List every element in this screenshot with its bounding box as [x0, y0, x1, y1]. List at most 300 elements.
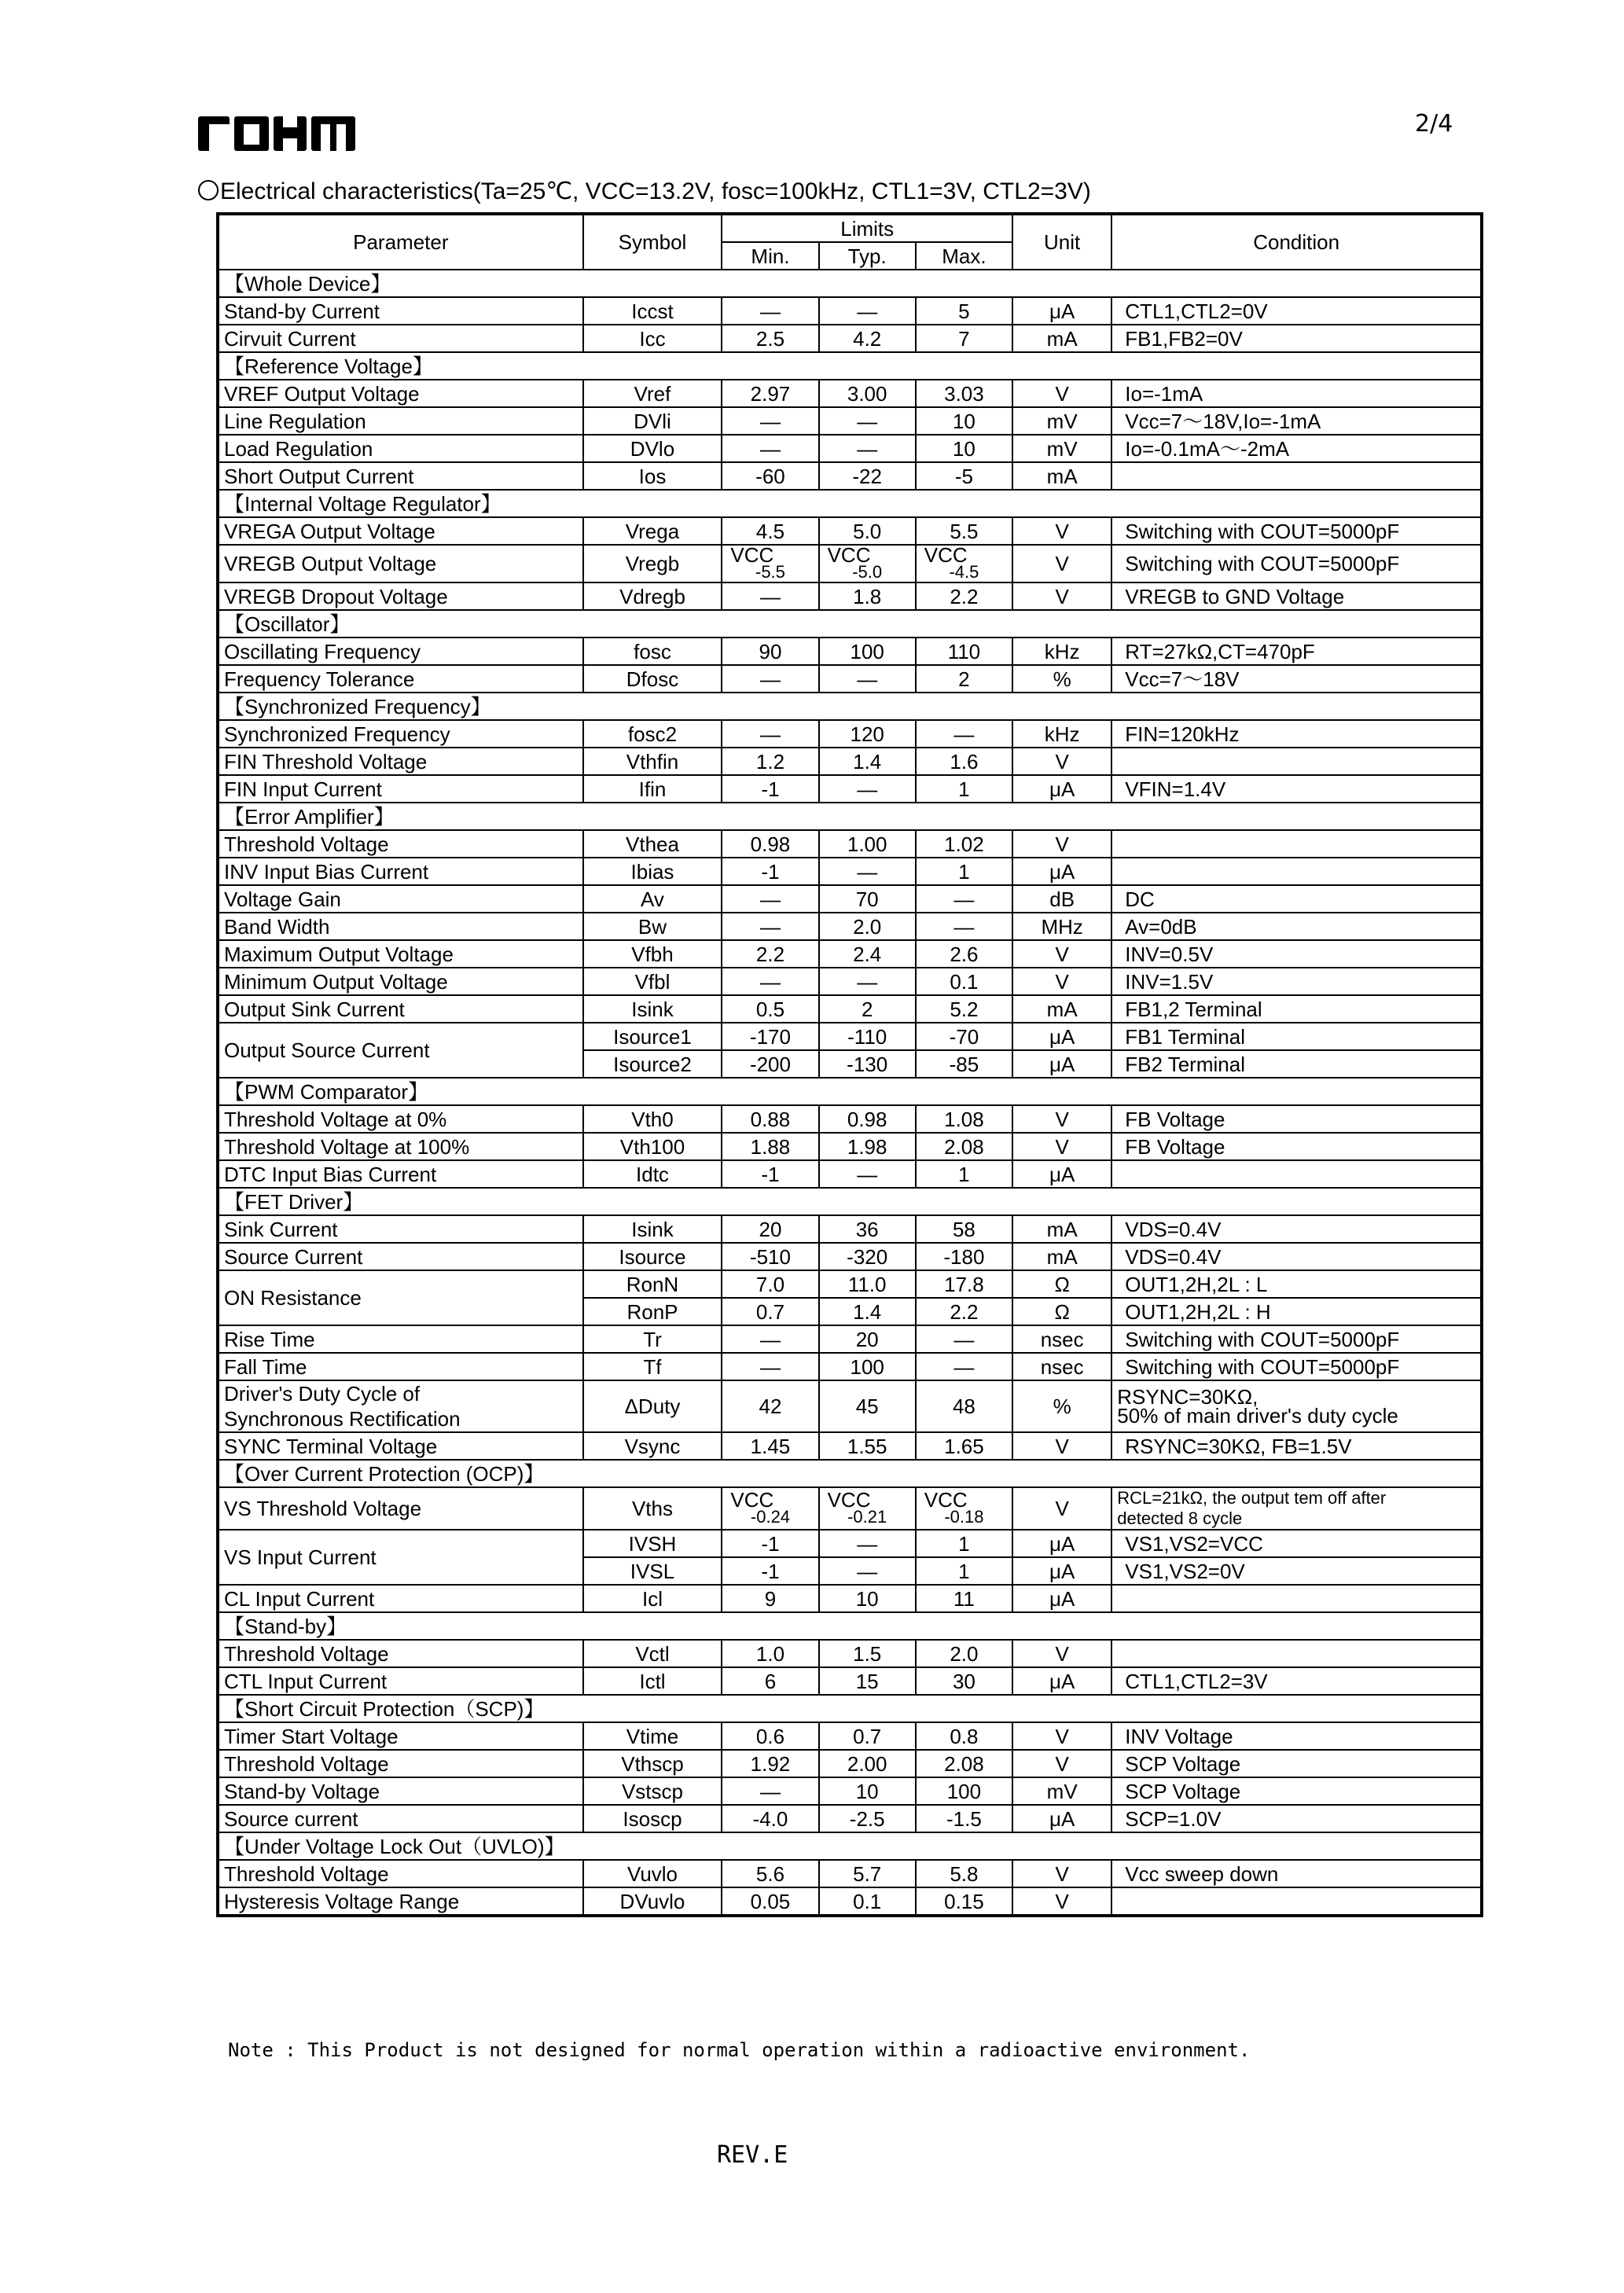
section-row — [218, 1695, 1482, 1722]
symbol-cell: Isource2 — [583, 1050, 722, 1078]
unit-cell: V — [1012, 1887, 1111, 1916]
symbol-cell: Tf — [583, 1353, 722, 1380]
unit-cell: V — [1012, 940, 1111, 968]
param-cell: Oscillating Frequency — [218, 638, 583, 665]
table-row — [218, 380, 1482, 407]
condition-cell — [1111, 858, 1482, 885]
unit-cell: V — [1012, 1487, 1111, 1530]
param-cell: VREGB Output Voltage — [218, 545, 583, 582]
min-cell: -4.0 — [722, 1805, 818, 1832]
condition-cell: Vcc=7～18V — [1111, 665, 1482, 693]
unit-cell: mA — [1012, 1215, 1111, 1243]
unit-cell: μA — [1012, 1023, 1111, 1050]
max-cell: 30 — [916, 1667, 1012, 1695]
condition-cell — [1111, 748, 1482, 775]
unit-cell: μA — [1012, 1557, 1111, 1585]
condition-cell: VS1,VS2=VCC — [1111, 1530, 1482, 1557]
condition-cell: CTL1,CTL2=3V — [1111, 1667, 1482, 1695]
param-cell: Output Sink Current — [218, 995, 583, 1023]
max-cell: 1 — [916, 775, 1012, 803]
table-row — [218, 1722, 1482, 1750]
max-cell: 7 — [916, 325, 1012, 352]
unit-cell: V — [1012, 582, 1111, 610]
section-title: 【Short Circuit Protection（SCP)】 — [218, 1695, 1482, 1722]
condition-cell: OUT1,2H,2L : H — [1111, 1298, 1482, 1325]
table-row — [218, 1353, 1482, 1380]
condition-cell: Switching with COUT=5000pF — [1111, 545, 1482, 582]
typ-cell: 2 — [819, 995, 916, 1023]
max-cell: -85 — [916, 1050, 1012, 1078]
min-cell: 2.97 — [722, 380, 818, 407]
table-row — [218, 1805, 1482, 1832]
symbol-cell: Isink — [583, 1215, 722, 1243]
max-cell: 2.2 — [916, 1298, 1012, 1325]
condition-cell: SCP=1.0V — [1111, 1805, 1482, 1832]
unit-cell: % — [1012, 1380, 1111, 1432]
unit-cell: % — [1012, 665, 1111, 693]
param-cell: FIN Threshold Voltage — [218, 748, 583, 775]
min-cell: -510 — [722, 1243, 818, 1270]
symbol-cell: Vth0 — [583, 1105, 722, 1133]
min-cell: -1 — [722, 775, 818, 803]
symbol-cell: Isource — [583, 1243, 722, 1270]
typ-cell: — — [819, 968, 916, 995]
min-cell — [722, 545, 818, 582]
max-line-2: -4.5 — [949, 562, 979, 582]
section-row — [218, 1832, 1482, 1860]
table-row — [218, 1160, 1482, 1188]
typ-cell: — — [819, 435, 916, 462]
symbol-cell: Ifin — [583, 775, 722, 803]
condition-cell — [1111, 462, 1482, 490]
revision-label: REV.E — [717, 2141, 788, 2169]
unit-cell: V — [1012, 1133, 1111, 1160]
table-row — [218, 1325, 1482, 1353]
unit-cell: V — [1012, 1750, 1111, 1777]
min-cell: — — [722, 582, 818, 610]
param-cell: Line Regulation — [218, 407, 583, 435]
typ-cell: 1.4 — [819, 1298, 916, 1325]
unit-cell: μA — [1012, 1585, 1111, 1612]
section-row — [218, 610, 1482, 638]
condition-line-2: detected 8 cycle — [1117, 1508, 1243, 1528]
typ-cell: 100 — [819, 1353, 916, 1380]
table-row — [218, 1777, 1482, 1805]
max-cell: 1 — [916, 1160, 1012, 1188]
symbol-cell: fosc2 — [583, 720, 722, 748]
symbol-cell: fosc — [583, 638, 722, 665]
symbol-cell: DVlo — [583, 435, 722, 462]
param-cell: Sink Current — [218, 1215, 583, 1243]
section-title: 【Error Amplifier】 — [218, 803, 1482, 830]
param-cell: Voltage Gain — [218, 885, 583, 913]
typ-cell: 5.7 — [819, 1860, 916, 1887]
max-cell: 2.6 — [916, 940, 1012, 968]
header-typ: Typ. — [819, 242, 916, 270]
table-row — [218, 545, 1482, 582]
unit-cell: V — [1012, 748, 1111, 775]
condition-cell: Io=-1mA — [1111, 380, 1482, 407]
min-cell: 2.2 — [722, 940, 818, 968]
max-cell: 10 — [916, 407, 1012, 435]
min-cell: -60 — [722, 462, 818, 490]
table-row — [218, 775, 1482, 803]
min-cell: 7.0 — [722, 1270, 818, 1298]
min-cell: 6 — [722, 1667, 818, 1695]
symbol-cell: Dfosc — [583, 665, 722, 693]
condition-cell: VDS=0.4V — [1111, 1243, 1482, 1270]
max-cell: 0.15 — [916, 1887, 1012, 1916]
typ-line-1: VCC — [827, 545, 871, 567]
typ-cell: 20 — [819, 1325, 916, 1353]
symbol-cell: Vdregb — [583, 582, 722, 610]
condition-cell: SCP Voltage — [1111, 1750, 1482, 1777]
header-max: Max. — [916, 242, 1012, 270]
unit-cell: nsec — [1012, 1325, 1111, 1353]
section-title: 【PWM Comparator】 — [218, 1078, 1482, 1105]
section-title: 【Synchronized Frequency】 — [218, 693, 1482, 720]
electrical-characteristics-table — [216, 212, 1483, 1917]
max-cell — [916, 1487, 1012, 1530]
condition-cell — [1111, 1487, 1482, 1530]
condition-line-1: RCL=21kΩ, the output tem off after — [1117, 1488, 1387, 1508]
max-cell: — — [916, 720, 1012, 748]
unit-cell: Ω — [1012, 1270, 1111, 1298]
typ-cell: 0.7 — [819, 1722, 916, 1750]
typ-cell — [819, 1487, 916, 1530]
section-row — [218, 490, 1482, 517]
table-header-row — [218, 214, 1482, 242]
symbol-cell: Vthfin — [583, 748, 722, 775]
condition-cell: VREGB to GND Voltage — [1111, 582, 1482, 610]
max-cell: 2.08 — [916, 1133, 1012, 1160]
symbol-cell: DVli — [583, 407, 722, 435]
param-cell: Load Regulation — [218, 435, 583, 462]
condition-cell: Vcc sweep down — [1111, 1860, 1482, 1887]
table-row — [218, 885, 1482, 913]
condition-cell: DC — [1111, 885, 1482, 913]
symbol-cell: Isoscp — [583, 1805, 722, 1832]
min-cell: — — [722, 720, 818, 748]
section-row — [218, 270, 1482, 297]
param-cell: Source Current — [218, 1243, 583, 1270]
param-cell: Band Width — [218, 913, 583, 940]
table-row — [218, 517, 1482, 545]
condition-cell: Io=-0.1mA～-2mA — [1111, 435, 1482, 462]
condition-cell — [1111, 1640, 1482, 1667]
param-line-2: Synchronous Rectification — [224, 1407, 461, 1431]
table-row — [218, 913, 1482, 940]
section-title: 【Stand-by】 — [218, 1612, 1482, 1640]
typ-cell: 1.5 — [819, 1640, 916, 1667]
param-cell: Maximum Output Voltage — [218, 940, 583, 968]
typ-cell: 5.0 — [819, 517, 916, 545]
symbol-cell: Iccst — [583, 297, 722, 325]
min-cell: -1 — [722, 1530, 818, 1557]
max-cell: 1 — [916, 1530, 1012, 1557]
max-cell: 110 — [916, 638, 1012, 665]
table-row — [218, 940, 1482, 968]
max-cell: 5.8 — [916, 1860, 1012, 1887]
param-cell: ON Resistance — [218, 1270, 583, 1325]
table-row — [218, 1585, 1482, 1612]
max-cell: 3.03 — [916, 380, 1012, 407]
min-cell: — — [722, 665, 818, 693]
symbol-cell: RonN — [583, 1270, 722, 1298]
section-row — [218, 1078, 1482, 1105]
param-cell: VS Threshold Voltage — [218, 1487, 583, 1530]
table-row — [218, 995, 1482, 1023]
param-cell: FIN Input Current — [218, 775, 583, 803]
typ-line-2: -5.0 — [852, 562, 883, 582]
param-cell: Threshold Voltage — [218, 1640, 583, 1667]
unit-cell: mA — [1012, 1243, 1111, 1270]
unit-cell: V — [1012, 1860, 1111, 1887]
min-cell: — — [722, 407, 818, 435]
table-row — [218, 748, 1482, 775]
unit-cell: mV — [1012, 1777, 1111, 1805]
min-cell: -1 — [722, 1160, 818, 1188]
header-parameter: Parameter — [218, 214, 583, 270]
max-cell: 5 — [916, 297, 1012, 325]
table-row — [218, 1380, 1482, 1432]
unit-cell: mV — [1012, 407, 1111, 435]
section-row — [218, 803, 1482, 830]
unit-cell: μA — [1012, 1160, 1111, 1188]
condition-cell: RT=27kΩ,CT=470pF — [1111, 638, 1482, 665]
unit-cell: μA — [1012, 1530, 1111, 1557]
table-row — [218, 435, 1482, 462]
condition-cell: RSYNC=30KΩ, FB=1.5V — [1111, 1432, 1482, 1460]
symbol-cell: Vregb — [583, 545, 722, 582]
unit-cell: mA — [1012, 325, 1111, 352]
param-cell: Synchronized Frequency — [218, 720, 583, 748]
typ-cell: 11.0 — [819, 1270, 916, 1298]
param-cell: Minimum Output Voltage — [218, 968, 583, 995]
condition-cell — [1111, 1160, 1482, 1188]
typ-cell: 120 — [819, 720, 916, 748]
condition-cell: FB1 Terminal — [1111, 1023, 1482, 1050]
param-cell: INV Input Bias Current — [218, 858, 583, 885]
param-cell: Stand-by Voltage — [218, 1777, 583, 1805]
table-row — [218, 407, 1482, 435]
typ-cell — [819, 545, 916, 582]
max-cell: 11 — [916, 1585, 1012, 1612]
min-cell: — — [722, 913, 818, 940]
table-row — [218, 1887, 1482, 1916]
table-row — [218, 1023, 1482, 1050]
param-cell: Cirvuit Current — [218, 325, 583, 352]
max-cell — [916, 545, 1012, 582]
table-row — [218, 1270, 1482, 1298]
param-cell: Timer Start Voltage — [218, 1722, 583, 1750]
symbol-cell: Vctl — [583, 1640, 722, 1667]
table-row — [218, 665, 1482, 693]
typ-cell: -22 — [819, 462, 916, 490]
table-row — [218, 1243, 1482, 1270]
table-row — [218, 830, 1482, 858]
param-cell — [218, 1380, 583, 1432]
typ-cell: 2.00 — [819, 1750, 916, 1777]
symbol-cell: Ios — [583, 462, 722, 490]
min-line-2: -0.24 — [750, 1507, 791, 1527]
param-cell: Fall Time — [218, 1353, 583, 1380]
section-title: 【Over Current Protection (OCP)】 — [218, 1460, 1482, 1487]
symbol-cell: Isource1 — [583, 1023, 722, 1050]
section-title: 【Under Voltage Lock Out（UVLO)】 — [218, 1832, 1482, 1860]
param-cell: Threshold Voltage — [218, 1750, 583, 1777]
symbol-cell: IVSL — [583, 1557, 722, 1585]
min-line-1: VCC — [730, 1488, 774, 1512]
max-cell: 1.65 — [916, 1432, 1012, 1460]
typ-cell: 15 — [819, 1667, 916, 1695]
min-cell: 90 — [722, 638, 818, 665]
max-cell: 48 — [916, 1380, 1012, 1432]
symbol-cell: Vstscp — [583, 1777, 722, 1805]
typ-cell: 4.2 — [819, 325, 916, 352]
typ-cell: 3.00 — [819, 380, 916, 407]
typ-cell: 1.4 — [819, 748, 916, 775]
min-cell: 0.6 — [722, 1722, 818, 1750]
table-row — [218, 858, 1482, 885]
condition-cell: Switching with COUT=5000pF — [1111, 1325, 1482, 1353]
condition-cell: INV=1.5V — [1111, 968, 1482, 995]
typ-cell: 45 — [819, 1380, 916, 1432]
max-line-1: VCC — [924, 545, 968, 567]
min-cell: 0.88 — [722, 1105, 818, 1133]
param-cell: Frequency Tolerance — [218, 665, 583, 693]
condition-cell: FIN=120kHz — [1111, 720, 1482, 748]
symbol-cell: Vthscp — [583, 1750, 722, 1777]
typ-cell: 2.0 — [819, 913, 916, 940]
min-cell: 1.2 — [722, 748, 818, 775]
max-cell: 0.1 — [916, 968, 1012, 995]
table-row — [218, 1133, 1482, 1160]
typ-cell: 2.4 — [819, 940, 916, 968]
typ-cell: — — [819, 1530, 916, 1557]
symbol-cell: Bw — [583, 913, 722, 940]
unit-cell: V — [1012, 545, 1111, 582]
condition-cell — [1111, 1380, 1482, 1432]
min-cell: 0.5 — [722, 995, 818, 1023]
header-condition: Condition — [1111, 214, 1482, 270]
min-cell: — — [722, 885, 818, 913]
param-cell: Hysteresis Voltage Range — [218, 1887, 583, 1916]
section-row — [218, 1612, 1482, 1640]
symbol-cell: Vth100 — [583, 1133, 722, 1160]
table-row — [218, 1640, 1482, 1667]
typ-cell: 100 — [819, 638, 916, 665]
unit-cell: V — [1012, 1432, 1111, 1460]
max-cell: -180 — [916, 1243, 1012, 1270]
condition-cell: VDS=0.4V — [1111, 1215, 1482, 1243]
typ-cell: — — [819, 407, 916, 435]
unit-cell: μA — [1012, 1805, 1111, 1832]
param-cell: VREGA Output Voltage — [218, 517, 583, 545]
condition-cell: VS1,VS2=0V — [1111, 1557, 1482, 1585]
typ-line-1: VCC — [827, 1488, 871, 1512]
condition-cell: FB Voltage — [1111, 1105, 1482, 1133]
page-number: 2/4 — [1415, 110, 1453, 138]
unit-cell: mV — [1012, 435, 1111, 462]
max-cell: 1.6 — [916, 748, 1012, 775]
max-cell: 10 — [916, 435, 1012, 462]
typ-cell: — — [819, 858, 916, 885]
max-cell: 5.5 — [916, 517, 1012, 545]
min-cell: — — [722, 435, 818, 462]
typ-cell: — — [819, 1160, 916, 1188]
circle-bullet-icon — [198, 180, 219, 200]
min-cell: 1.45 — [722, 1432, 818, 1460]
typ-cell: 1.00 — [819, 830, 916, 858]
section-heading-text: Electrical characteristics(Ta=25℃, VCC=13.2V, fosc=100kHz, CTL1=3V, CTL2=3V) — [220, 178, 1091, 204]
table-row — [218, 1105, 1482, 1133]
condition-cell: FB2 Terminal — [1111, 1050, 1482, 1078]
condition-cell: CTL1,CTL2=0V — [1111, 297, 1482, 325]
symbol-cell: Tr — [583, 1325, 722, 1353]
note-text: Note : This Product is not designed for normal operation within a radioactive environment. — [228, 2039, 1251, 2061]
symbol-cell: Ibias — [583, 858, 722, 885]
param-cell: CL Input Current — [218, 1585, 583, 1612]
condition-cell: INV Voltage — [1111, 1722, 1482, 1750]
section-title: 【Oscillator】 — [218, 610, 1482, 638]
condition-cell — [1111, 1887, 1482, 1916]
condition-cell: FB1,FB2=0V — [1111, 325, 1482, 352]
max-cell: 2.0 — [916, 1640, 1012, 1667]
table-row — [218, 1487, 1482, 1530]
min-cell: -1 — [722, 858, 818, 885]
table-row — [218, 968, 1482, 995]
param-cell: Stand-by Current — [218, 297, 583, 325]
symbol-cell: Vrega — [583, 517, 722, 545]
table-row — [218, 582, 1482, 610]
unit-cell: μA — [1012, 297, 1111, 325]
symbol-cell: Icc — [583, 325, 722, 352]
condition-cell — [1111, 830, 1482, 858]
symbol-cell: DVuvlo — [583, 1887, 722, 1916]
section-row — [218, 693, 1482, 720]
min-cell: 42 — [722, 1380, 818, 1432]
unit-cell: V — [1012, 830, 1111, 858]
section-title: 【Reference Voltage】 — [218, 352, 1482, 380]
param-cell: Threshold Voltage at 100% — [218, 1133, 583, 1160]
max-cell: 17.8 — [916, 1270, 1012, 1298]
header-limits: Limits — [722, 214, 1012, 242]
table-row — [218, 297, 1482, 325]
min-cell: -1 — [722, 1557, 818, 1585]
param-cell: VREF Output Voltage — [218, 380, 583, 407]
unit-cell: μA — [1012, 1050, 1111, 1078]
max-cell: 5.2 — [916, 995, 1012, 1023]
table-row — [218, 1530, 1482, 1557]
symbol-cell: Vsync — [583, 1432, 722, 1460]
typ-cell: — — [819, 665, 916, 693]
min-cell: — — [722, 297, 818, 325]
typ-cell: 10 — [819, 1777, 916, 1805]
min-cell: — — [722, 1777, 818, 1805]
condition-cell: VFIN=1.4V — [1111, 775, 1482, 803]
min-cell: — — [722, 1325, 818, 1353]
min-cell: -200 — [722, 1050, 818, 1078]
unit-cell: nsec — [1012, 1353, 1111, 1380]
condition-line-1: RSYNC=30KΩ, — [1117, 1385, 1258, 1409]
unit-cell: MHz — [1012, 913, 1111, 940]
max-cell: -5 — [916, 462, 1012, 490]
min-cell: 5.6 — [722, 1860, 818, 1887]
condition-cell — [1111, 1585, 1482, 1612]
condition-cell: FB1,2 Terminal — [1111, 995, 1482, 1023]
typ-cell: 1.98 — [819, 1133, 916, 1160]
